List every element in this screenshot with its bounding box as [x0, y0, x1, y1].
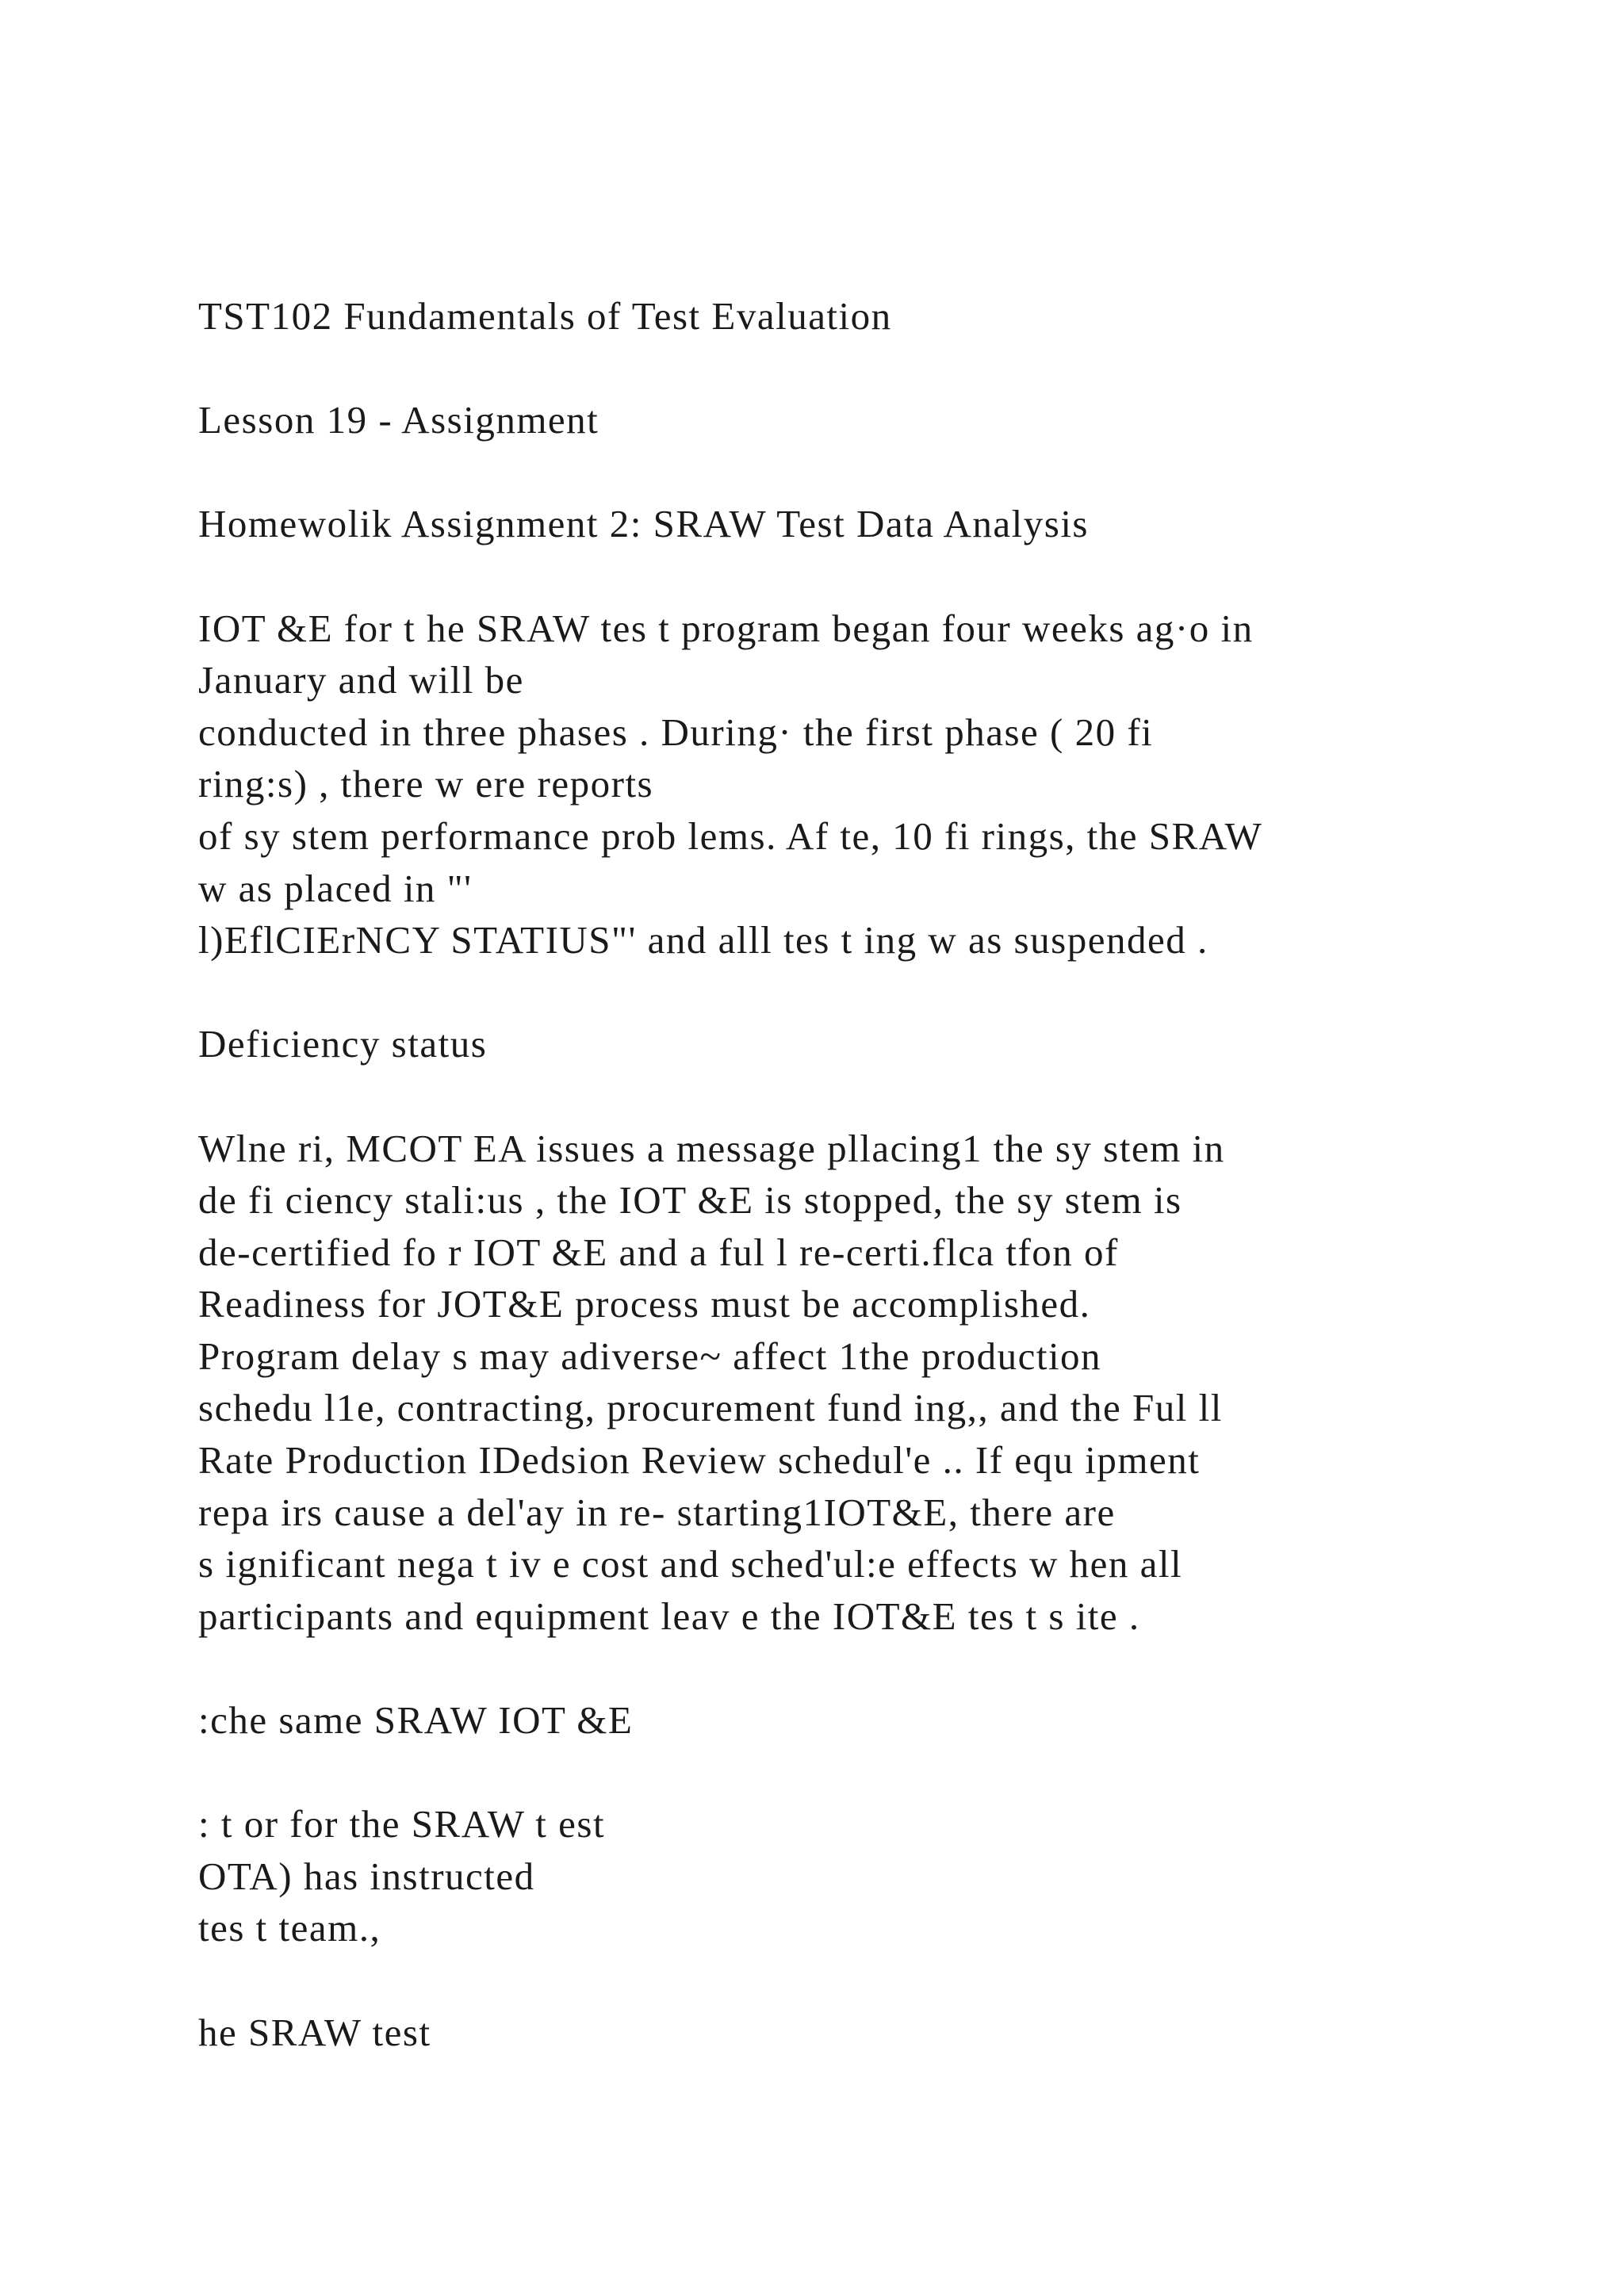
text-line: Rate Production IDedsion Review schedul'e .. If equ ipment — [198, 1438, 1201, 1483]
text-line: : t or for the SRAW t est — [198, 1802, 606, 1846]
text-line: OTA) has instructed — [198, 1854, 535, 1898]
text-line: tes t team., — [198, 1906, 381, 1950]
text-line: de-certified fo r IOT &E and a ful l re-certi.flca tfon of — [198, 1230, 1119, 1274]
text-line: w as placed in "' — [198, 866, 473, 910]
text-line: Lesson 19 - Assignment — [198, 398, 599, 442]
text-line: Readiness for JOT&E process must be accomplished. — [198, 1282, 1091, 1326]
text-line: of sy stem performance prob lems. Af te, 10 fi rings, the SRAW — [198, 813, 1263, 858]
intro-paragraph — [198, 603, 1530, 966]
text-line: de fi ciency stali:us , the IOT &E is stopped, the sy stem is — [198, 1178, 1182, 1223]
text-line: :che same SRAW IOT &E — [198, 1698, 634, 1743]
text-line: ring:s) , there w ere reports — [198, 762, 654, 806]
fragment-paragraph — [198, 1694, 1530, 1747]
text-line: Homewolik Assignment 2: SRAW Test Data Analysis — [198, 502, 1089, 546]
text-line: IOT &E for t he SRAW tes t program began four weeks ag·o in — [198, 606, 1254, 650]
assignment-heading — [198, 498, 1530, 550]
fragment-paragraph — [198, 2007, 1530, 2059]
text-line: l)EflCIErNCY STATIUS"' and alll tes t ing w as suspended . — [198, 918, 1208, 962]
text-line: repa irs cause a del'ay in re- starting1IOT&E, there are — [198, 1490, 1116, 1534]
document-title — [198, 290, 1530, 342]
text-line: conducted in three phases . During· the first phase ( 20 fi — [198, 710, 1154, 754]
text-line: he SRAW test — [198, 2010, 431, 2054]
text-line: schedu l1e, contracting, procurement fund ing,, and the Ful ll — [198, 1386, 1223, 1430]
text-line: s ignificant nega t iv e cost and sched'ul:e effects w hen all — [198, 1542, 1183, 1586]
document-body — [198, 290, 1530, 2110]
fragment-paragraph — [198, 1798, 1530, 1954]
lesson-heading — [198, 394, 1530, 446]
deficiency-paragraph — [198, 1123, 1530, 1643]
text-line: participants and equipment leav e the IOT&E tes t s ite . — [198, 1594, 1140, 1638]
text-line: Wlne ri, MCOT EA issues a message pllacing1 the sy stem in — [198, 1126, 1225, 1170]
text-line: Program delay s may adiverse~ affect 1the production — [198, 1334, 1102, 1378]
section-heading-deficiency-status — [198, 1018, 1530, 1070]
text-line: Deficiency status — [198, 1022, 488, 1066]
text-line: January and will be — [198, 658, 524, 702]
text-line: TST102 Fundamentals of Test Evaluation — [198, 294, 892, 338]
